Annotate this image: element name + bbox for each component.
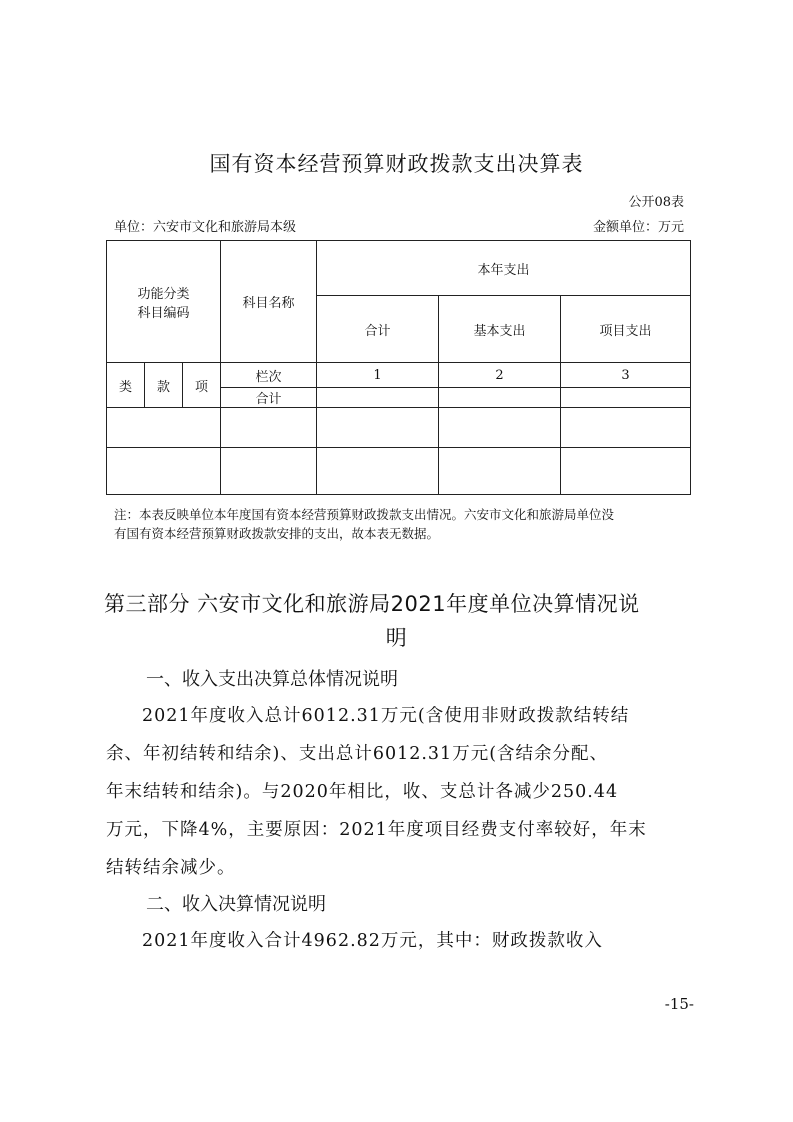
col-number-2: 2	[439, 363, 561, 388]
year-expense-header: 本年支出	[317, 241, 691, 296]
heji-total-cell	[317, 388, 439, 408]
page-number: -15-	[664, 995, 694, 1013]
table-row	[107, 448, 691, 495]
heji-label: 合计	[221, 388, 317, 408]
note-line: 注：本表反映单位本年度国有资本经营预算财政拨款支出情况。六安市文化和旅游局单位没	[114, 507, 615, 522]
paragraph-line: 结转结余减少。	[106, 858, 236, 878]
income-paragraph: 2021年度收入合计4962.82万元，其中：财政拨款收入	[142, 931, 603, 951]
overview-paragraph	[106, 697, 692, 887]
table-title: 国有资本经营预算财政拨款支出决算表	[209, 152, 584, 176]
note-line: 有国有资本经营预算财政拨款安排的支出，故本表无数据。	[114, 526, 440, 541]
empty-total-cell	[317, 448, 439, 495]
empty-name-cell	[221, 448, 317, 495]
lanci-label: 栏次	[221, 363, 317, 388]
section-title-continued: 明	[385, 626, 408, 650]
subtitle-overview: 一、收入支出决算总体情况说明	[146, 669, 398, 690]
table-row	[107, 408, 691, 448]
empty-project-cell	[561, 408, 691, 448]
func-class-label: 功能分类	[137, 286, 190, 302]
func-code-label: 科目编码	[137, 305, 190, 321]
unit-label: 单位：六安市文化和旅游局本级	[114, 220, 297, 235]
empty-code-cell	[107, 448, 221, 495]
paragraph-line: 万元，下降4%，主要原因：2021年度项目经费支付率较好，年末	[106, 820, 647, 840]
heji-basic-cell	[439, 388, 561, 408]
money-unit-label: 金额单位：万元	[592, 220, 684, 235]
col-number-1: 1	[317, 363, 439, 388]
paragraph-line: 年末结转和结余)。与2020年相比，收、支总计各减少250.44	[106, 782, 619, 802]
xiang-header: 项	[183, 363, 221, 408]
empty-total-cell	[317, 408, 439, 448]
empty-name-cell	[221, 408, 317, 448]
col-number-3: 3	[561, 363, 691, 388]
empty-basic-cell	[439, 408, 561, 448]
total-header: 合计	[317, 296, 439, 363]
project-expense-header: 项目支出	[561, 296, 691, 363]
heji-project-cell	[561, 388, 691, 408]
table-note	[114, 505, 694, 543]
paragraph-line: 2021年度收入总计6012.31万元(含使用非财政拨款结转结	[142, 706, 630, 726]
paragraph-line: 余、年初结转和结余)、支出总计6012.31万元(含结余分配、	[106, 744, 609, 764]
subject-name-header: 科目名称	[221, 241, 317, 363]
empty-code-cell	[107, 408, 221, 448]
kuan-header: 款	[145, 363, 183, 408]
section-title: 第三部分 六安市文化和旅游局2021年度单位决算情况说	[104, 592, 640, 616]
func-class-header	[107, 241, 221, 363]
expense-table	[106, 240, 691, 495]
subtitle-income: 二、收入决算情况说明	[146, 894, 326, 915]
empty-project-cell	[561, 448, 691, 495]
empty-basic-cell	[439, 448, 561, 495]
lei-header: 类	[107, 363, 145, 408]
form-number: 公开08表	[628, 195, 684, 210]
basic-expense-header: 基本支出	[439, 296, 561, 363]
